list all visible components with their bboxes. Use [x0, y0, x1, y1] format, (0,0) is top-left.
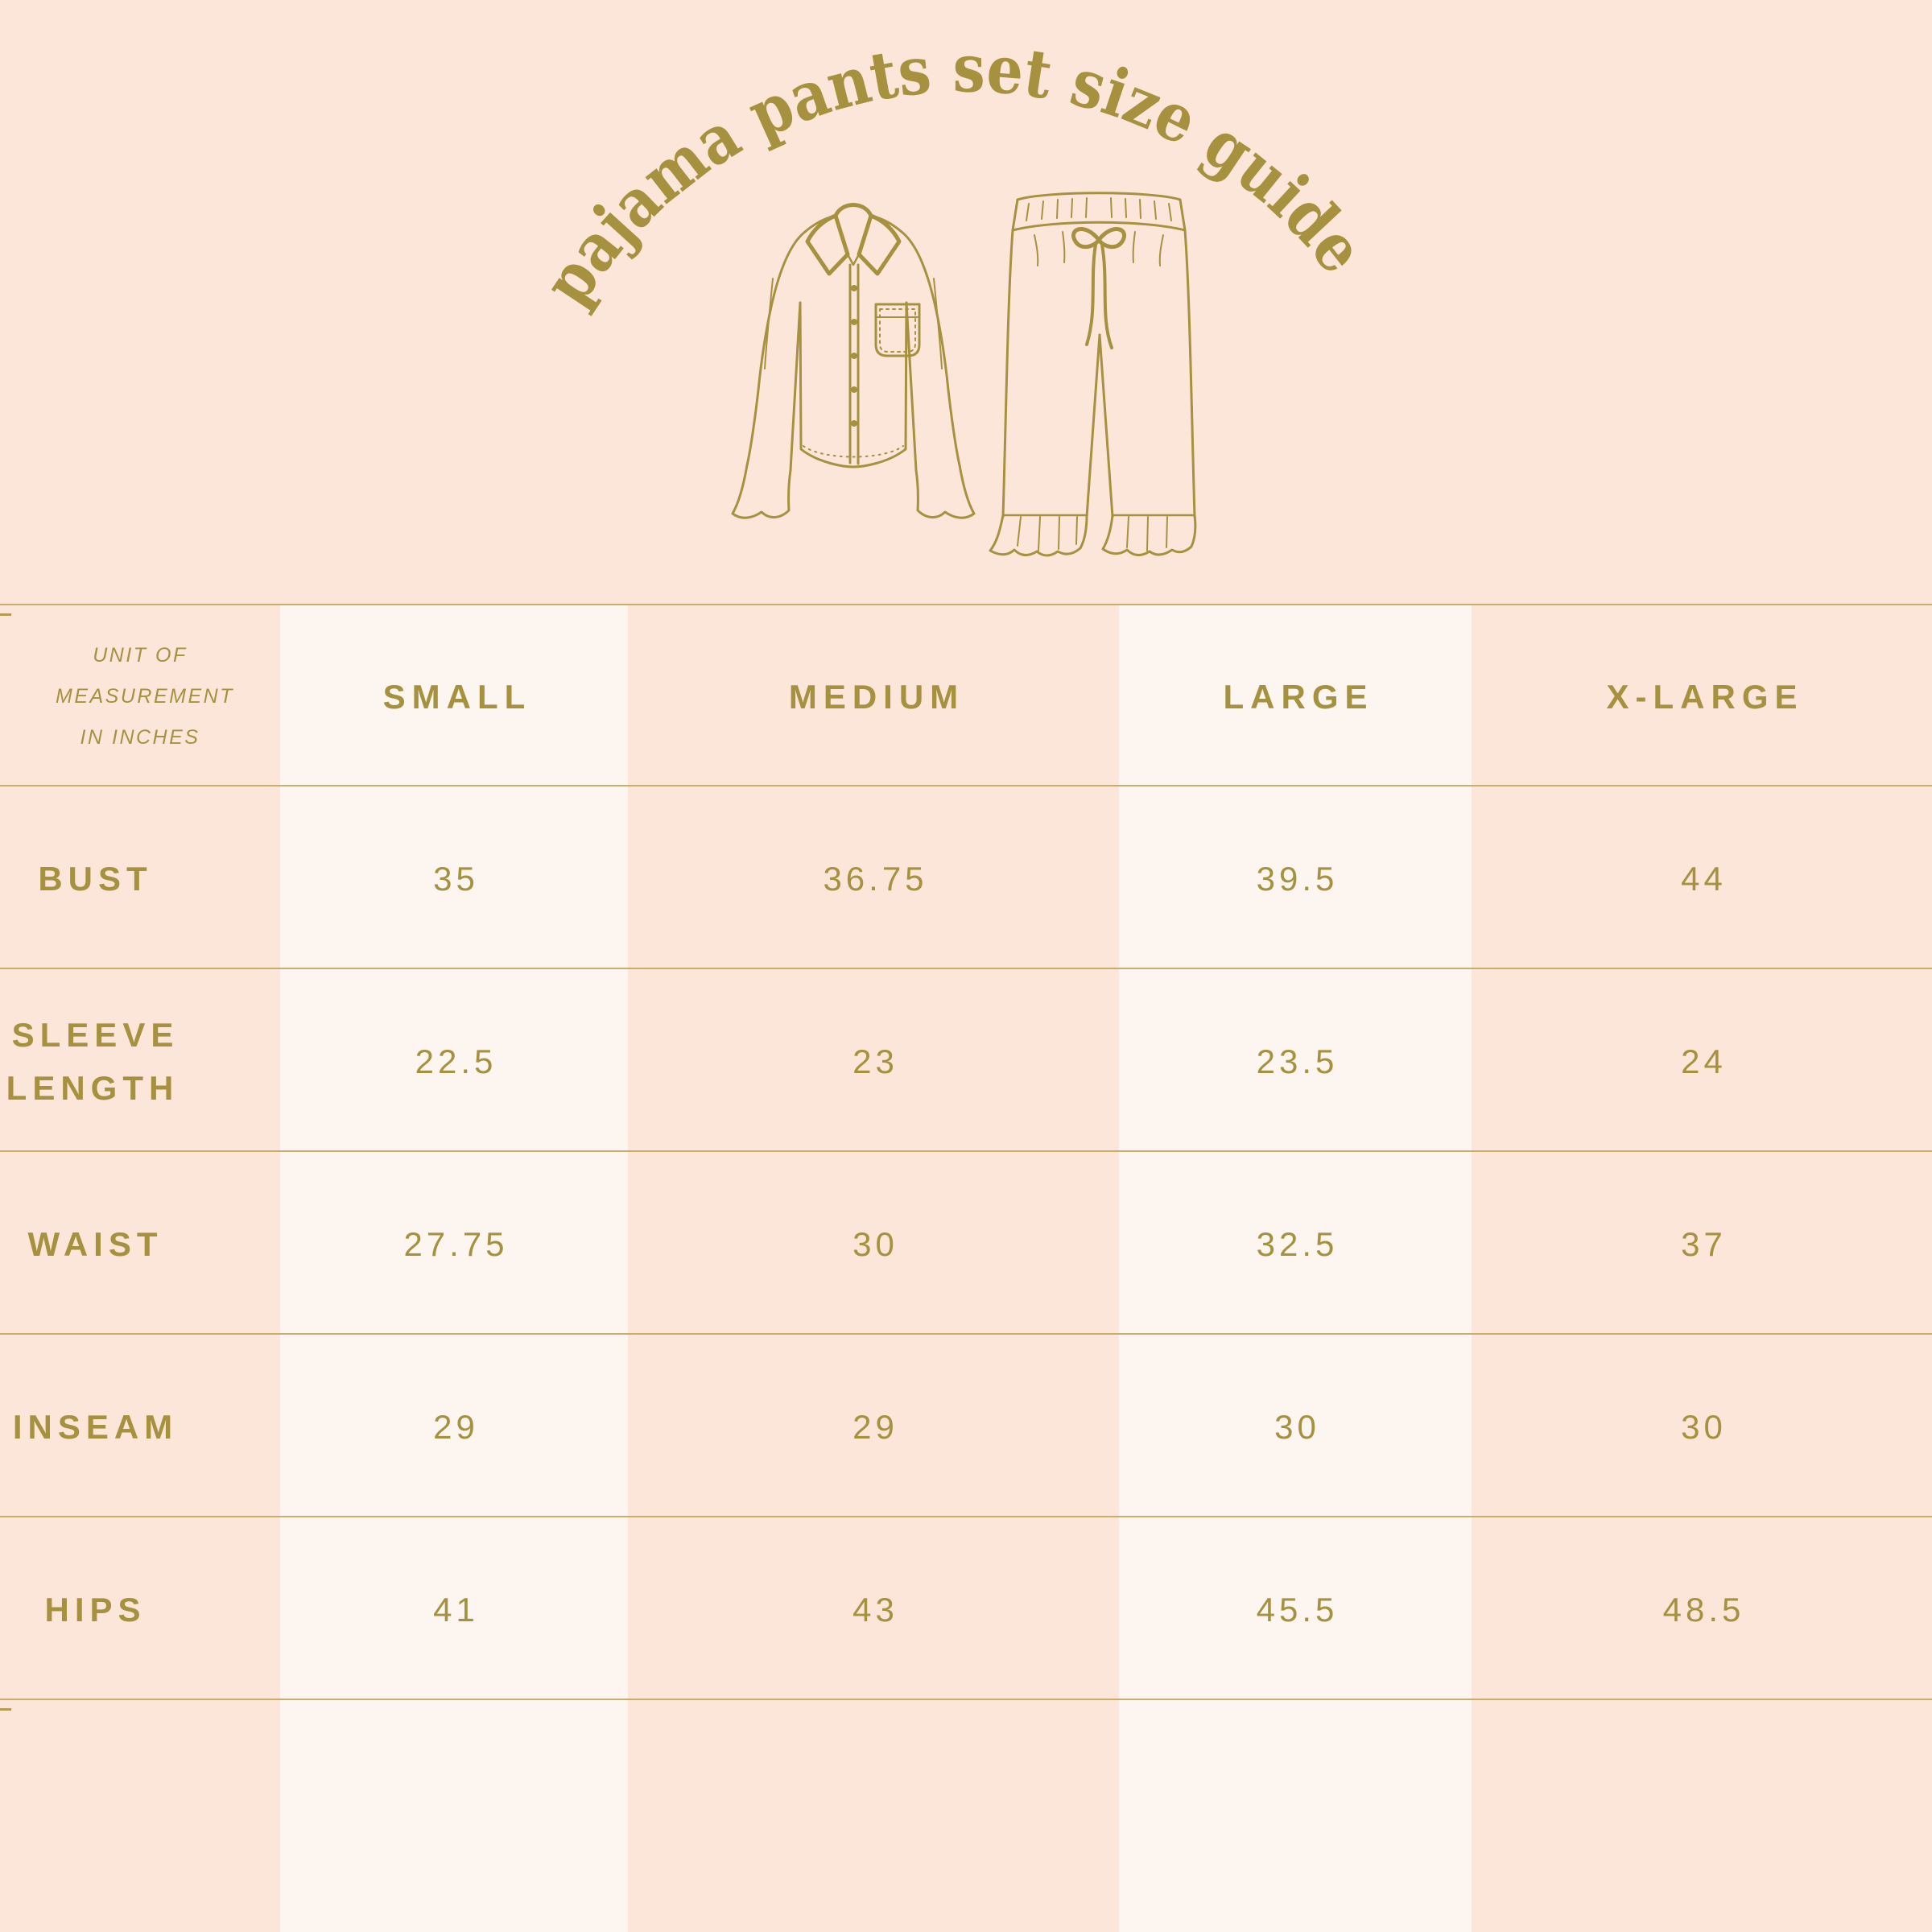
- cell-hips-large: 45.5: [1256, 1590, 1339, 1629]
- cell-sleeve-medium: 23: [852, 1042, 898, 1080]
- row-label-sleeve-length: SLEEVE LENGTH: [6, 1016, 180, 1107]
- empty-row: [0, 1699, 280, 1932]
- cell-waist-medium: 30: [852, 1224, 898, 1263]
- column-header-large: LARGE: [1223, 677, 1374, 716]
- cell-inseam-medium: 29: [852, 1407, 898, 1446]
- column-header-medium: MEDIUM: [788, 677, 965, 716]
- row-label-waist: WAIST: [27, 1224, 163, 1263]
- cell-hips-medium: 43: [852, 1590, 898, 1629]
- cell-waist-x-large: 37: [1681, 1224, 1727, 1263]
- cell-sleeve-large: 23.5: [1256, 1042, 1339, 1080]
- cell-waist-small: 27.75: [403, 1224, 509, 1263]
- column-header-x-large: X-LARGE: [1606, 677, 1804, 716]
- cell-inseam-large: 30: [1274, 1407, 1320, 1446]
- cell-inseam-x-large: 30: [1681, 1407, 1727, 1446]
- cell-bust-small: 35: [433, 859, 479, 898]
- shirt-pocket: [876, 304, 919, 356]
- cell-bust-medium: 36.75: [823, 859, 928, 898]
- pajama-set-illustration: [724, 182, 1208, 578]
- cell-inseam-small: 29: [433, 1407, 479, 1446]
- row-label-hips: HIPS: [44, 1590, 147, 1629]
- cell-hips-small: 41: [433, 1590, 479, 1629]
- cell-hips-x-large: 48.5: [1662, 1590, 1745, 1629]
- cell-waist-large: 32.5: [1256, 1224, 1339, 1263]
- row-label-inseam: INSEAM: [12, 1407, 179, 1446]
- row-label-bust: BUST: [38, 859, 153, 898]
- size-table: [0, 604, 1932, 1932]
- cell-sleeve-small: 22.5: [415, 1042, 497, 1080]
- pajama-shirt-icon: [733, 205, 974, 518]
- pajama-pants-icon: [990, 193, 1195, 555]
- page-title: pajama pants set size guide: [528, 30, 1383, 319]
- unit-of-measurement-note: UNIT OF MEASUREMENT IN INCHES: [56, 643, 234, 749]
- cell-bust-large: 39.5: [1256, 859, 1339, 898]
- cell-sleeve-x-large: 24: [1681, 1042, 1727, 1080]
- column-header-small: SMALL: [382, 677, 532, 716]
- cell-bust-x-large: 44: [1681, 859, 1727, 898]
